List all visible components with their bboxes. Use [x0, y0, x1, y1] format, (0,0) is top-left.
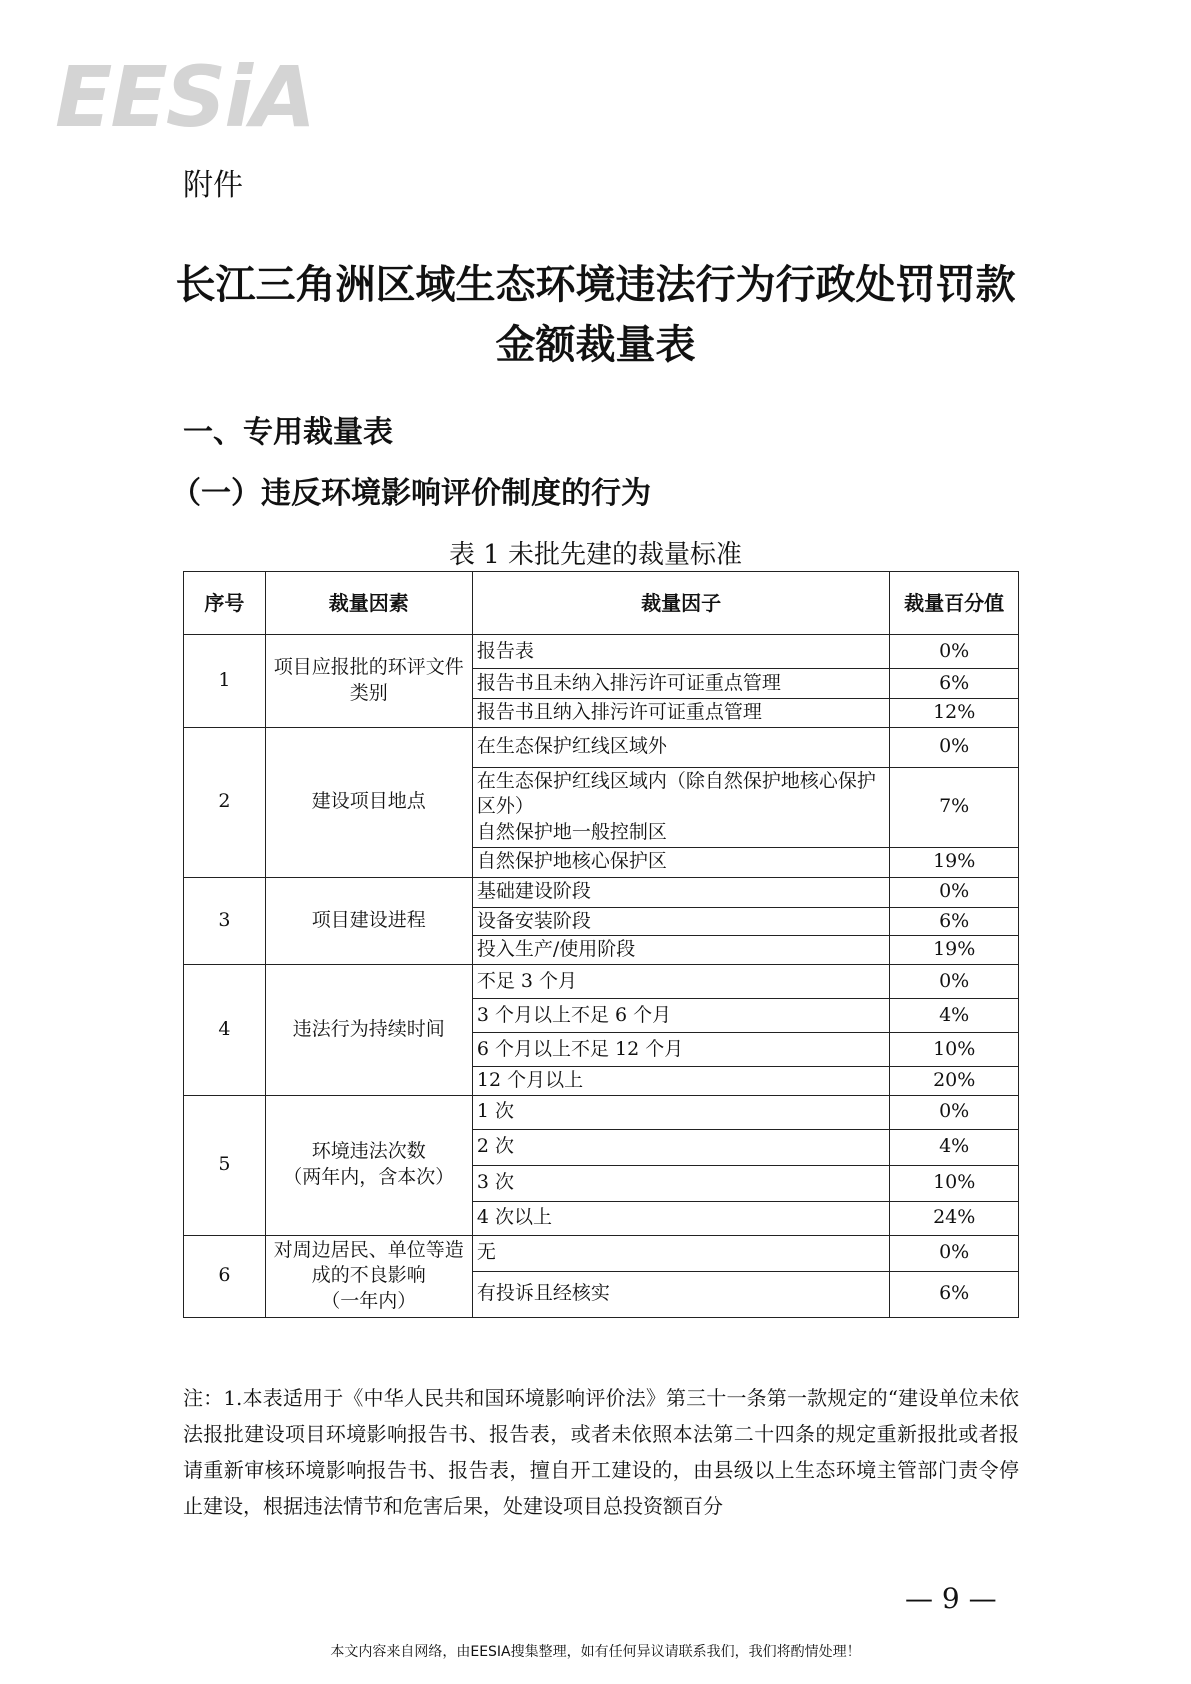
percent-cell: 10% — [890, 1032, 1019, 1066]
percent-cell: 10% — [890, 1165, 1019, 1201]
subfactor-cell: 4 次以上 — [472, 1201, 890, 1235]
percent-cell: 0% — [890, 727, 1019, 767]
percent-cell: 0% — [890, 1095, 1019, 1129]
footer-disclaimer: 本文内容来自网络，由EESIA搜集整理，如有任何异议请联系我们，我们将酌情处理！ — [330, 1644, 861, 1660]
table-row — [184, 635, 1019, 669]
document-title-line2: 金额裁量表 — [495, 322, 696, 368]
row-number: 3 — [184, 877, 266, 964]
subfactor-cell: 12 个月以上 — [472, 1066, 890, 1095]
subfactor-cell: 在生态保护红线区域外 — [472, 727, 890, 767]
percent-cell: 7% — [890, 767, 1019, 847]
table-note: 注：1.本表适用于《中华人民共和国环境影响评价法》第三十一条第一款规定的“建设单位未依法报批建设项目环境影响报告书、报告表，或者未依照本法第二十四条的规定重新报批或者报请重新审核环境影响报告书、报告表，擅自开工建设的，由县级以上生态环境主管部门责令停止建设，根据违法情节和危害后果，处建设项目总投资额百分 — [183, 1386, 1019, 1518]
percent-cell: 19% — [890, 936, 1019, 965]
subfactor-cell: 3 次 — [472, 1165, 890, 1201]
factor-cell: 建设项目地点 — [265, 727, 472, 877]
row-number: 6 — [184, 1235, 266, 1317]
percent-cell: 6% — [890, 1271, 1019, 1317]
subfactor-cell: 设备安装阶段 — [472, 907, 890, 936]
factor-cell: 违法行为持续时间 — [265, 964, 472, 1095]
table-row — [184, 727, 1019, 767]
table-row — [184, 877, 1019, 907]
table-row — [184, 1235, 1019, 1271]
row-number: 5 — [184, 1095, 266, 1235]
percent-cell: 4% — [890, 1129, 1019, 1165]
percent-cell: 24% — [890, 1201, 1019, 1235]
factor-cell: 项目应报批的环评文件类别 — [265, 635, 472, 728]
attachment-label: 附件 — [183, 168, 243, 203]
percent-cell: 4% — [890, 998, 1019, 1032]
percent-cell: 20% — [890, 1066, 1019, 1095]
factor-cell: 对周边居民、单位等造成的不良影响 （一年内） — [265, 1235, 472, 1317]
subsection-heading: （一）违反环境影响评价制度的行为 — [171, 476, 651, 511]
percent-cell: 0% — [890, 635, 1019, 669]
subfactor-cell: 1 次 — [472, 1095, 890, 1129]
subfactor-cell: 不足 3 个月 — [472, 964, 890, 998]
penalty-standard-table — [183, 571, 1019, 1318]
subfactor-cell: 自然保护地核心保护区 — [472, 847, 890, 877]
percent-cell: 12% — [890, 699, 1019, 728]
page-number: — 9 — — [905, 1582, 997, 1615]
section-heading: 一、专用裁量表 — [183, 415, 393, 450]
header-percent: 裁量百分值 — [890, 572, 1019, 635]
header-subfactor: 裁量因子 — [472, 572, 890, 635]
subfactor-cell: 无 — [472, 1235, 890, 1271]
table-row — [184, 1095, 1019, 1129]
brand-logo-watermark: EESiA — [55, 48, 315, 146]
table-caption: 表 1 未批先建的裁量标准 — [448, 540, 743, 570]
percent-cell: 0% — [890, 1235, 1019, 1271]
subfactor-cell: 报告表 — [472, 635, 890, 669]
header-no: 序号 — [184, 572, 266, 635]
percent-cell: 0% — [890, 964, 1019, 998]
factor-cell: 环境违法次数 （两年内，含本次） — [265, 1095, 472, 1235]
subfactor-cell: 在生态保护红线区域内（除自然保护地核心保护区外） 自然保护地一般控制区 — [472, 767, 890, 847]
percent-cell: 6% — [890, 907, 1019, 936]
row-number: 4 — [184, 964, 266, 1095]
table-header-row — [184, 572, 1019, 635]
table-row — [184, 964, 1019, 998]
percent-cell: 6% — [890, 669, 1019, 699]
subfactor-cell: 基础建设阶段 — [472, 877, 890, 907]
subfactor-cell: 6 个月以上不足 12 个月 — [472, 1032, 890, 1066]
percent-cell: 0% — [890, 877, 1019, 907]
row-number: 1 — [184, 635, 266, 728]
subfactor-cell: 2 次 — [472, 1129, 890, 1165]
percent-cell: 19% — [890, 847, 1019, 877]
subfactor-cell: 投入生产/使用阶段 — [472, 936, 890, 965]
header-factor: 裁量因素 — [265, 572, 472, 635]
row-number: 2 — [184, 727, 266, 877]
document-title-line1: 长江三角洲区域生态环境违法行为行政处罚罚款 — [175, 262, 1016, 308]
subfactor-cell: 有投诉且经核实 — [472, 1271, 890, 1317]
factor-cell: 项目建设进程 — [265, 877, 472, 964]
subfactor-cell: 3 个月以上不足 6 个月 — [472, 998, 890, 1032]
subfactor-cell: 报告书且未纳入排污许可证重点管理 — [472, 669, 890, 699]
subfactor-cell: 报告书且纳入排污许可证重点管理 — [472, 699, 890, 728]
